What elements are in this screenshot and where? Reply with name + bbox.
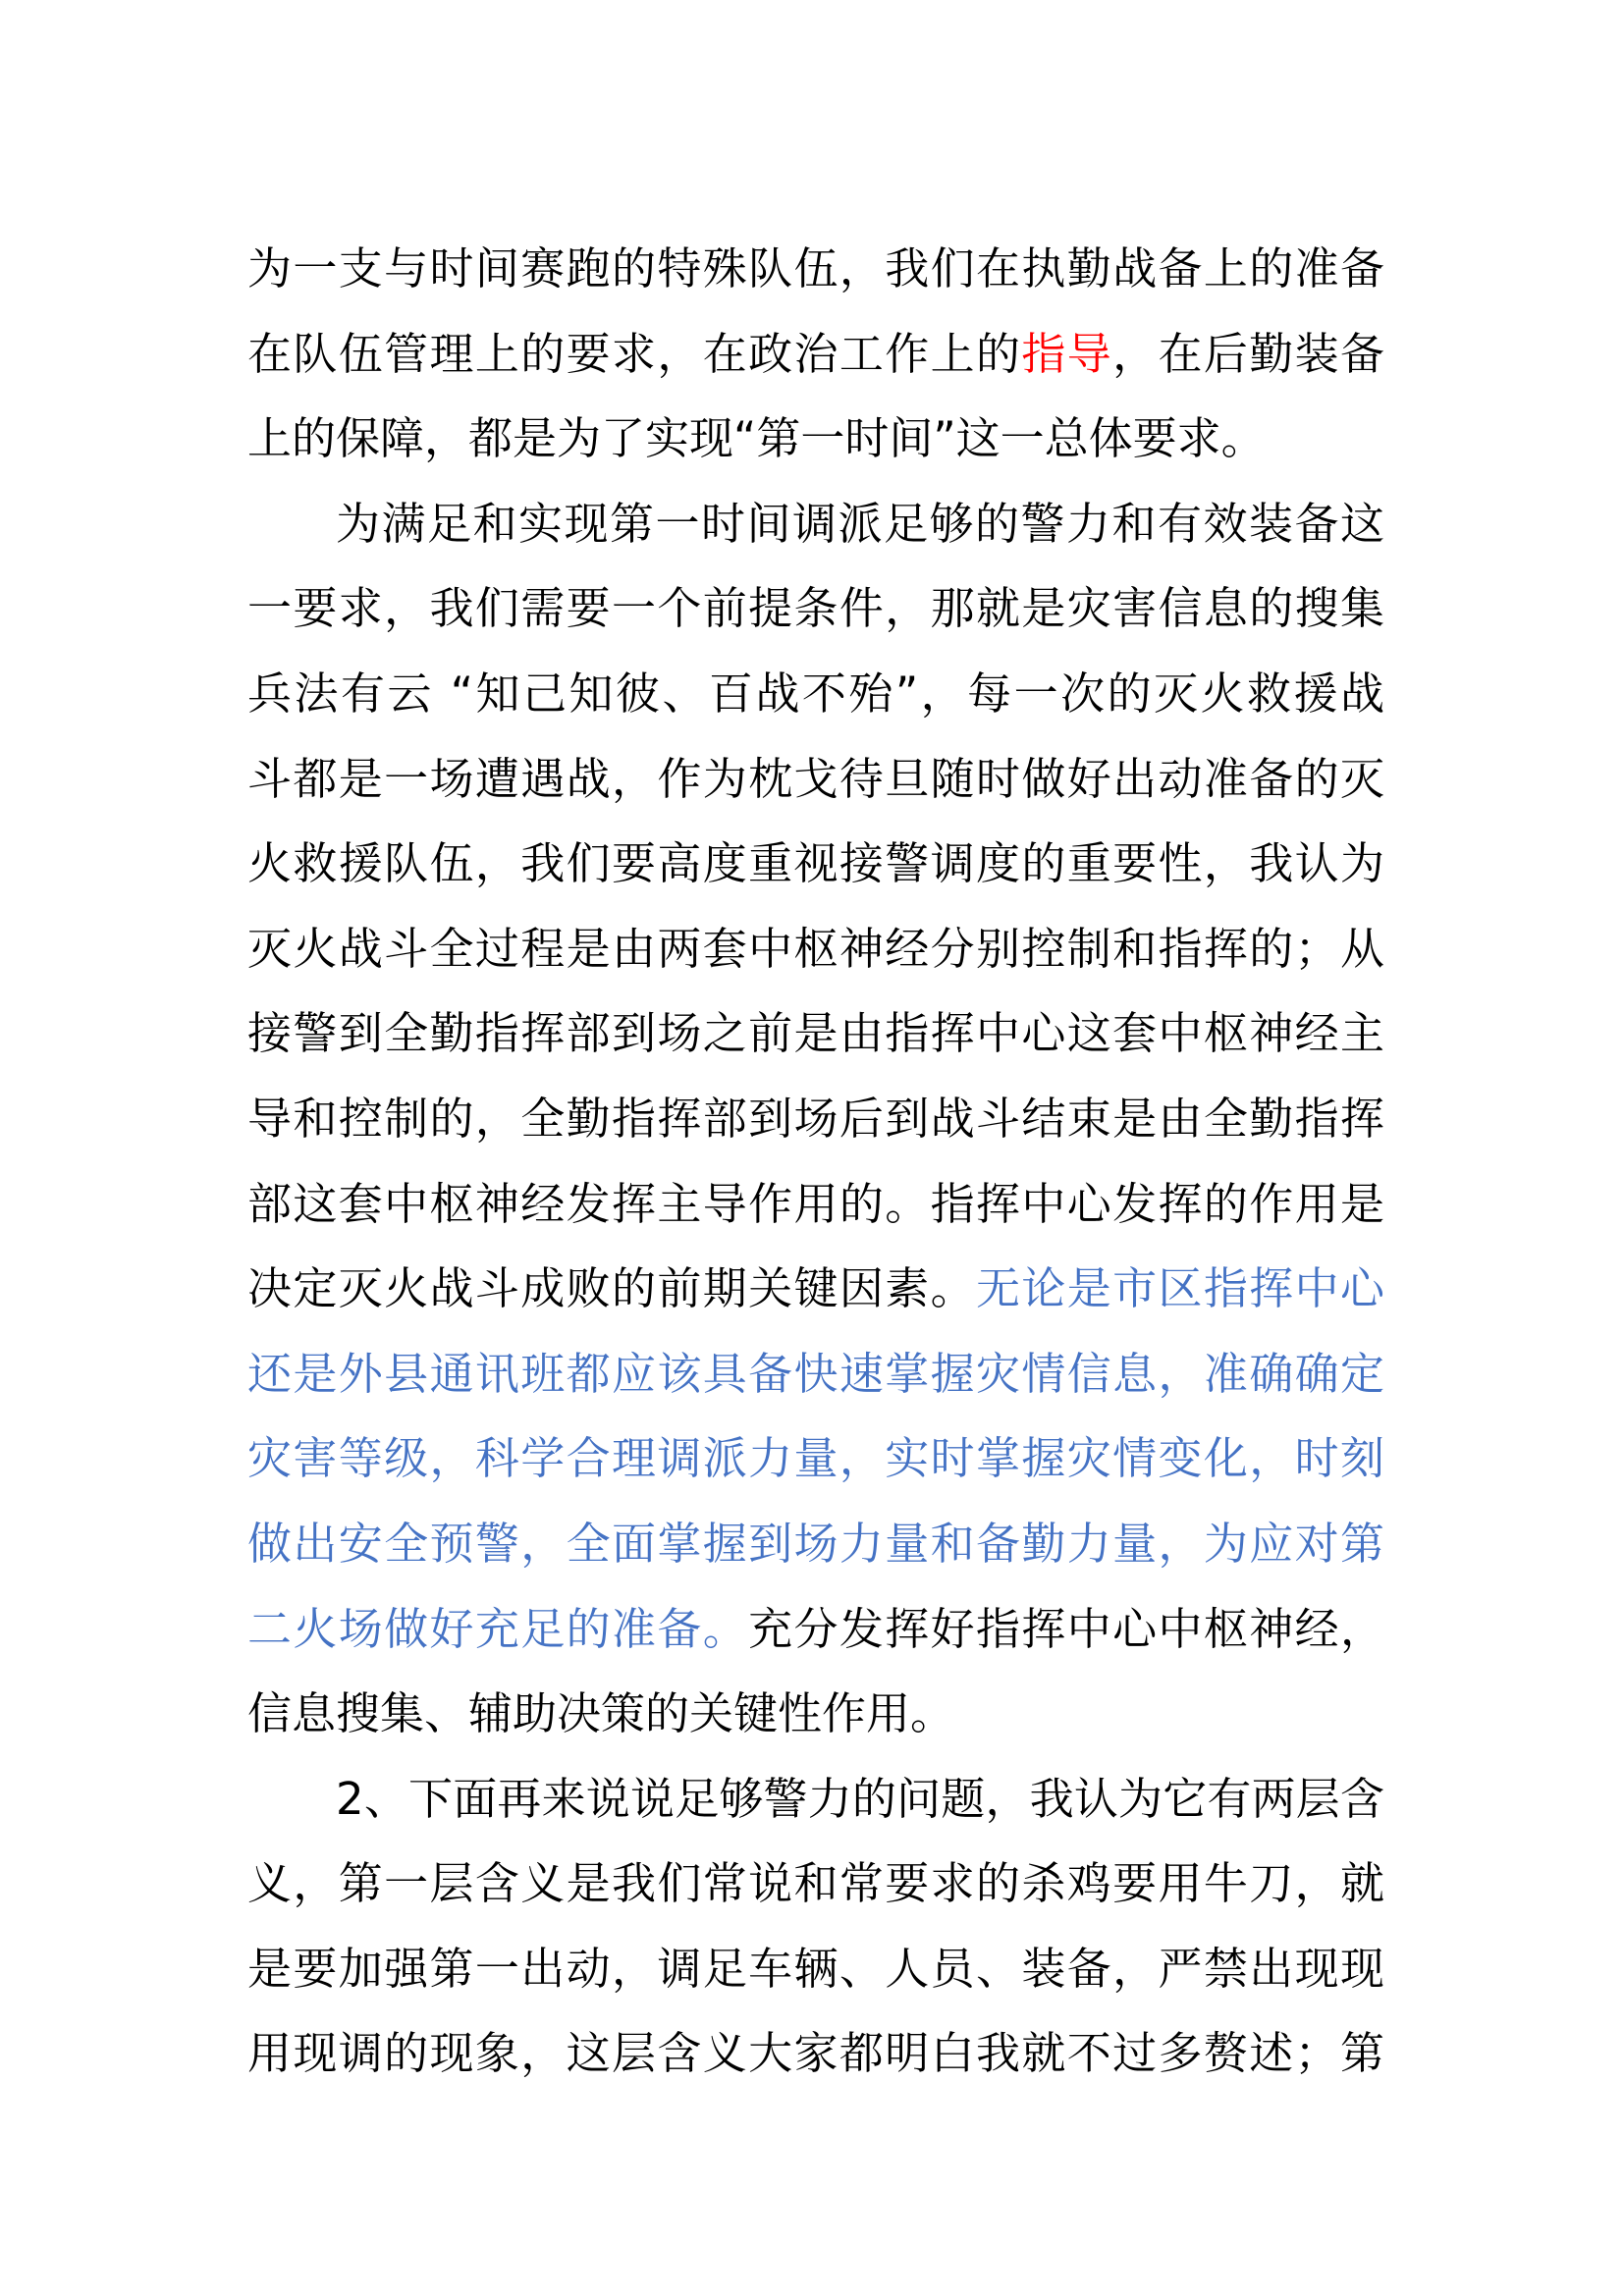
text-segment: 信息搜集、辅助决策的关键性作用。: [247, 1687, 955, 1740]
text-line: [247, 822, 1384, 907]
text-line: [247, 1162, 1384, 1248]
text-segment: 上的保障，都是为了实现“第一时间”这一总体要求。: [247, 412, 1266, 465]
blue-highlighted-text: 灾害等级，科学合理调派力量，实时掌握灾情变化，时刻: [247, 1432, 1384, 1485]
body-text: [247, 227, 1384, 2097]
blue-highlighted-text: 无论是市区指挥中心: [975, 1262, 1384, 1315]
text-line: [247, 312, 1384, 398]
text-line: [247, 1587, 1384, 1673]
text-segment: 灭火战斗全过程是由两套中枢神经分别控制和指挥的；从: [247, 922, 1384, 975]
text-line: [247, 2011, 1384, 2097]
text-segment: 2、下面再来说说足够警力的问题，我认为它有两层含: [336, 1772, 1384, 1825]
text-line: [247, 397, 1384, 482]
red-highlighted-text: 指导: [1021, 327, 1113, 380]
text-line: [247, 1332, 1384, 1417]
text-segment: 兵法有云 “知己知彼、百战不殆”，每一次的灭火救援战: [247, 667, 1384, 720]
blue-highlighted-text: 还是外县通讯班都应该具备快速掌握灾情信息，准确确定: [247, 1347, 1384, 1400]
text-line: [247, 1672, 1384, 1757]
text-line: [247, 907, 1384, 992]
text-line: [247, 1416, 1384, 1502]
text-segment: 斗都是一场遭遇战，作为枕戈待旦随时做好出动准备的灭: [247, 752, 1384, 805]
paragraph: [247, 227, 1384, 482]
text-segment: 是要加强第一出动，调足车辆、人员、装备，严禁出现现: [247, 1942, 1384, 1995]
text-line: [247, 1757, 1384, 1842]
text-line: [247, 1247, 1384, 1332]
text-segment: 为一支与时间赛跑的特殊队伍，我们在执勤战备上的准备: [247, 242, 1384, 294]
text-segment: 决定灭火战斗成败的前期关键因素。: [247, 1262, 976, 1315]
text-line: [247, 482, 1384, 567]
paragraph: [247, 1757, 1384, 2097]
text-line: [247, 1927, 1384, 2012]
text-line: [247, 652, 1384, 737]
text-segment: 导和控制的，全勤指挥部到场后到战斗结束是由全勤指挥: [247, 1092, 1384, 1145]
blue-highlighted-text: 二火场做好充足的准备。: [247, 1602, 749, 1655]
text-line: [247, 1842, 1384, 1927]
text-segment: 接警到全勤指挥部到场之前是由指挥中心这套中枢神经主: [247, 1007, 1384, 1060]
text-segment: 一要求，我们需要一个前提条件，那就是灾害信息的搜集: [247, 582, 1384, 635]
text-segment: 用现调的现象，这层含义大家都明白我就不过多赘述；第: [247, 2027, 1384, 2080]
text-segment: 义，第一层含义是我们常说和常要求的杀鸡要用牛刀，就: [247, 1857, 1384, 1910]
text-line: [247, 991, 1384, 1077]
text-line: [247, 227, 1384, 312]
text-line: [247, 737, 1384, 823]
paragraph: [247, 482, 1384, 1757]
text-line: [247, 1502, 1384, 1587]
text-segment: 火救援队伍，我们要高度重视接警调度的重要性，我认为: [247, 837, 1384, 890]
text-segment: 充分发挥好指挥中心中枢神经，: [748, 1602, 1384, 1655]
text-segment: ，在后勤装备: [1112, 327, 1384, 380]
text-segment: 为满足和实现第一时间调派足够的警力和有效装备这: [336, 497, 1384, 550]
blue-highlighted-text: 做出安全预警，全面掌握到场力量和备勤力量，为应对第: [247, 1517, 1384, 1570]
text-line: [247, 566, 1384, 652]
text-segment: 部这套中枢神经发挥主导作用的。指挥中心发挥的作用是: [247, 1177, 1384, 1230]
text-segment: 在队伍管理上的要求，在政治工作上的: [247, 327, 1022, 380]
text-line: [247, 1077, 1384, 1162]
